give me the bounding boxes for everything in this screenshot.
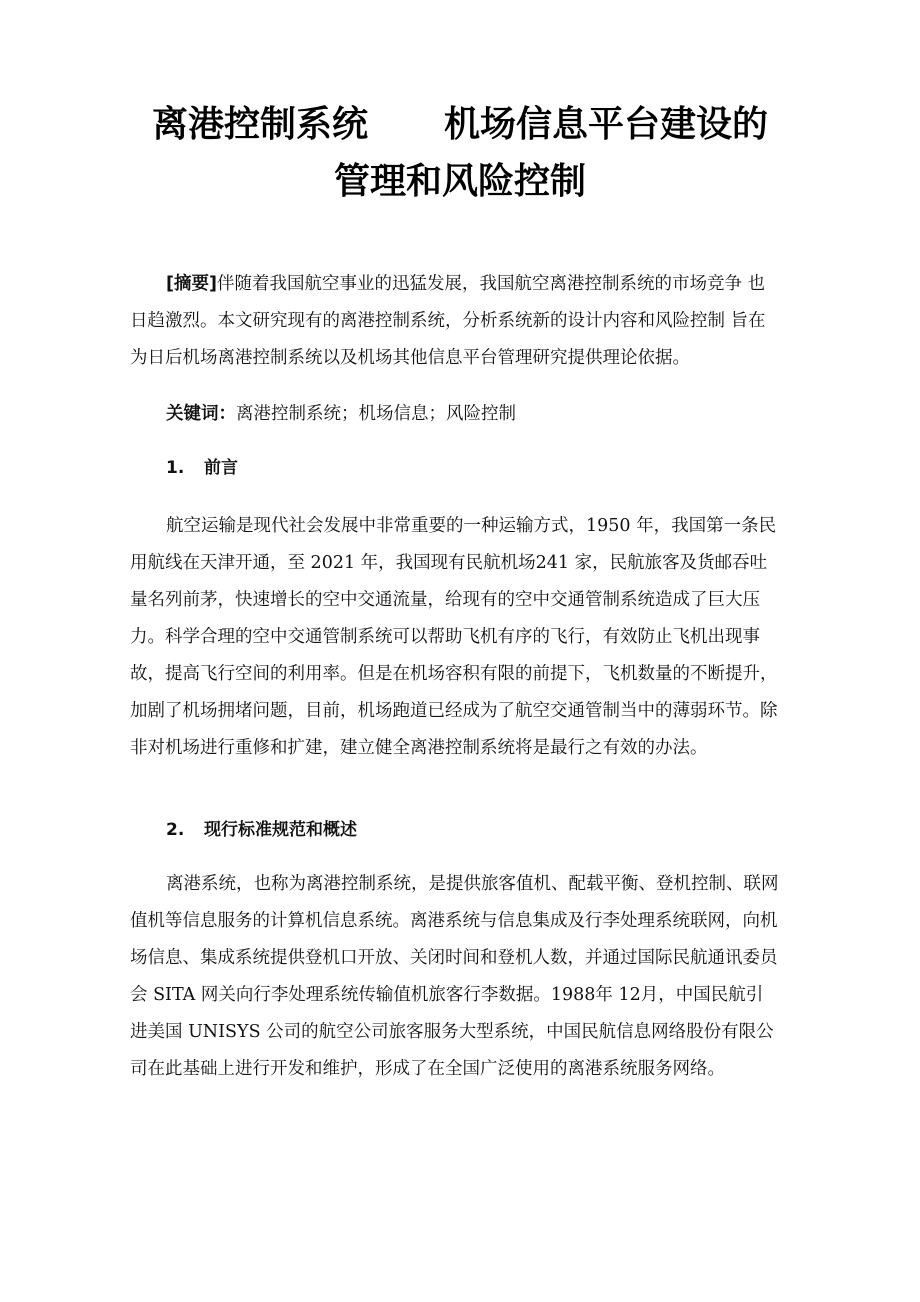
title-line-1 [100,96,820,153]
abstract-label: [摘要] [166,274,217,294]
section-heading-2 [166,812,357,849]
keywords-line [166,396,780,433]
keywords-label: 关键词： [166,404,236,424]
section-body-2: 离港系统，也称为离港控制系统，是提供旅客值机、配载平衡、登机控制、联网值机等信息服务的计算机信息系统。离港系统与信息集成及行李处理系统联网，向机场信息、集成系统提供登机口开放、关闭时间和登机人数，并通过国际民航通讯委员会 SITA 网关向行李处理系统传输值机旅客行李数据。1988年 12月，中国民航引进美国 UNISYS 公司的航空公司旅客服务大型系统，中国民航信息网络股份有限公司在此基础上进行开发和维护，形成了在全国广泛使用的离港系统服务网络。 [130,874,779,1079]
section-heading-1 [166,450,238,487]
section-number-1: 1. [166,458,185,478]
title-part-1: 离港控制系统 [151,104,368,145]
title-line-2: 管理和风险控制 [333,161,586,202]
keywords-text: 离港控制系统；机场信息；风险控制 [236,404,516,424]
abstract-text: 伴随着我国航空事业的迅猛发展，我国航空离港控制系统的市场竞争 也日趋激烈。本文研究现有的离港控制系统，分析系统新的设计内容和风险控制 旨在为日后机场离港控制系统以及机场其他信息平台管理研究提供理论依据。 [130,274,766,368]
section-number-2: 2. [166,820,185,840]
section-title-1: 前言 [204,458,238,478]
abstract-paragraph [130,266,780,377]
title-part-2: 机场信息平台建设的 [444,104,769,145]
document-title [100,96,820,210]
section-title-2: 现行标准规范和概述 [204,820,357,840]
section-body-1: 航空运输是现代社会发展中非常重要的一种运输方式，1950 年，我国第一条民用航线在天津开通，至 2021 年，我国现有民航机场241 家，民航旅客及货邮吞吐量名列前茅，快速增长的空中交通流量，给现有的空中交通管制系统造成了巨大压力。科学合理的空中交通管制系统可以帮助飞机有序的飞行，有效防止飞机出现事故，提高飞行空间的利用率。但是在机场容积有限的前提下，飞机数量的不断提升，加剧了机场拥堵问题，目前，机场跑道已经成为了航空交通管制当中的薄弱环节。除非对机场进行重修和扩建，建立健全离港控制系统将是最行之有效的办法。 [130,516,778,758]
